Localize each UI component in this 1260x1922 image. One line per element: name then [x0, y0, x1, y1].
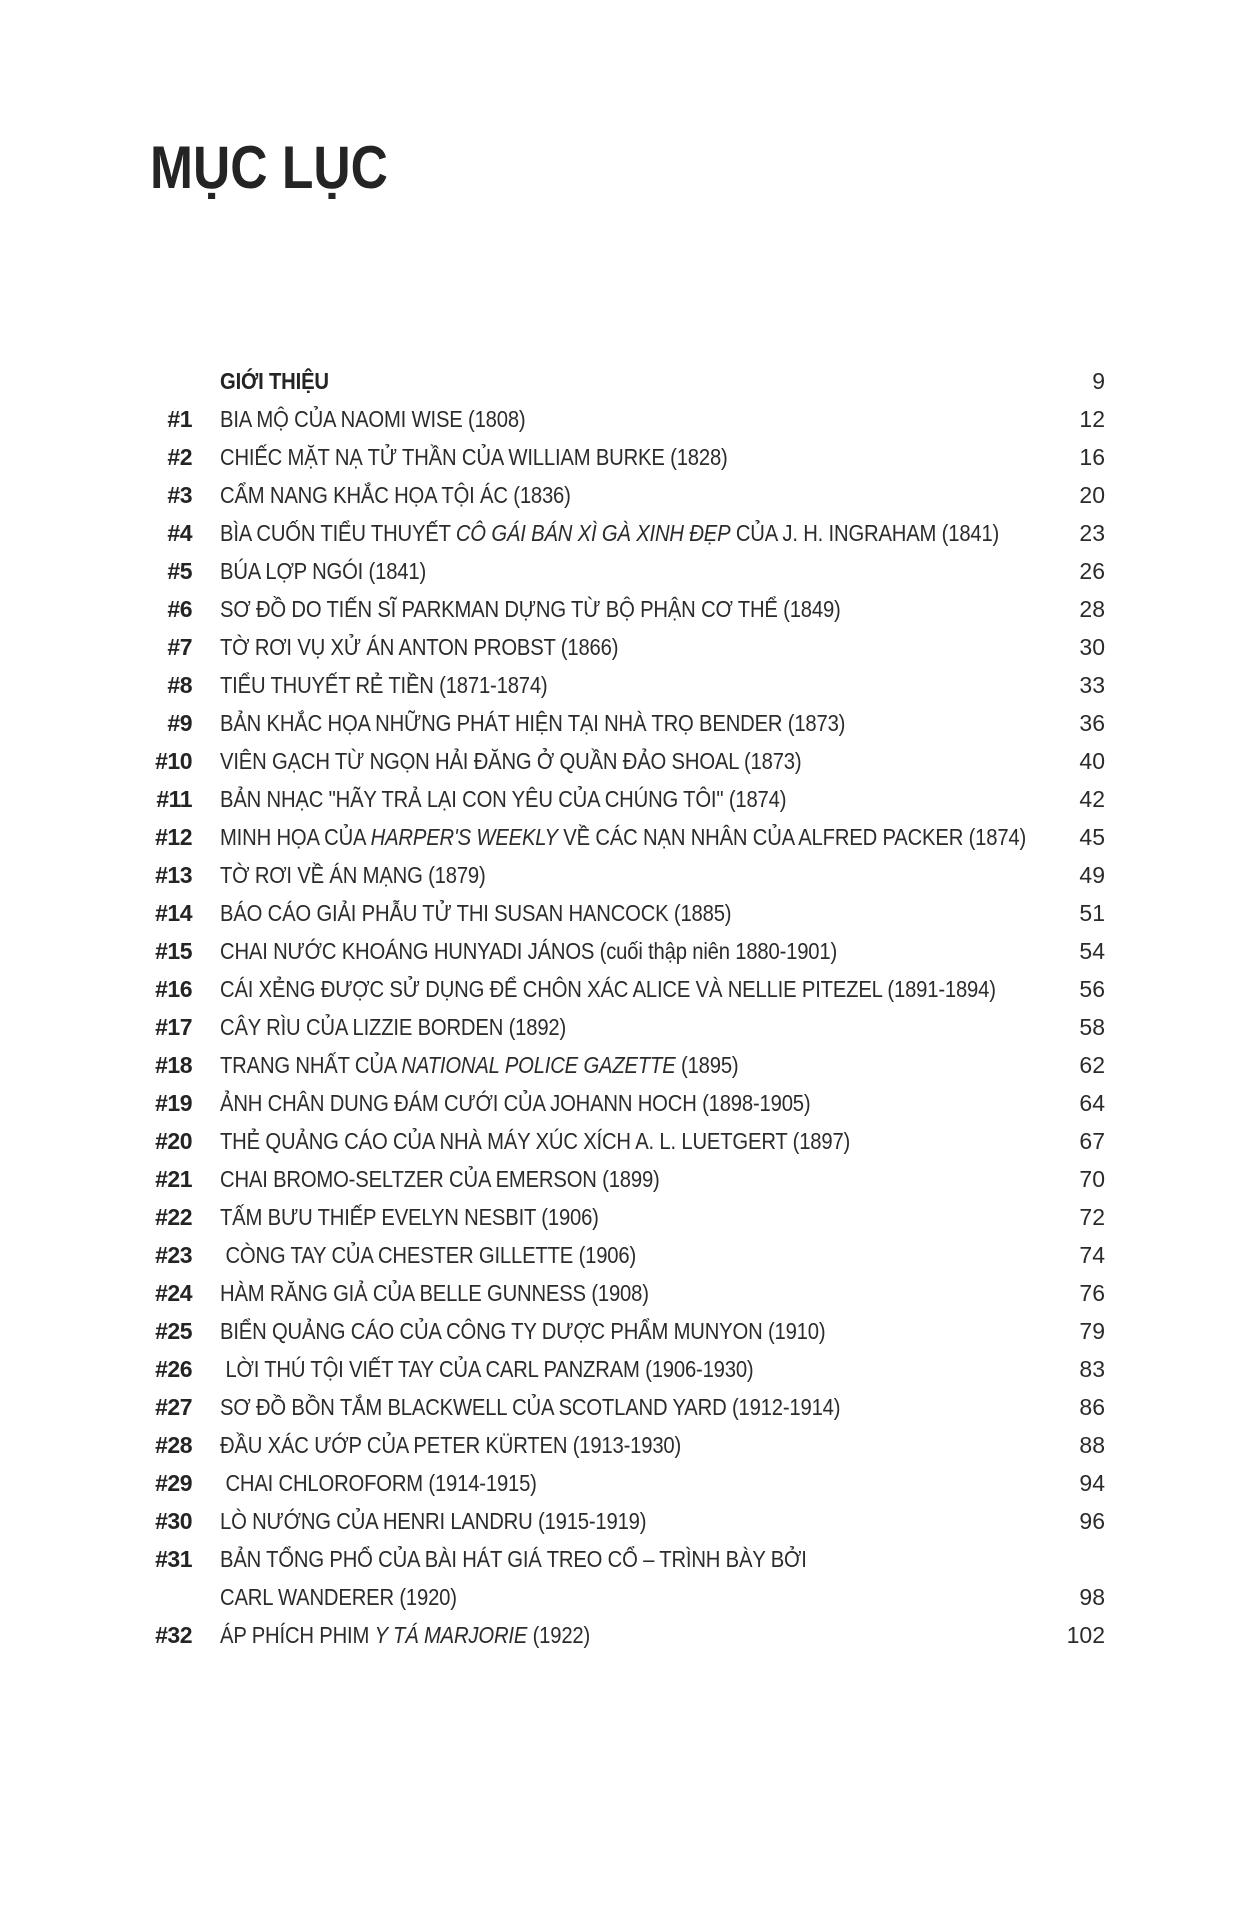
toc-entry-title-text — [220, 1084, 810, 1122]
title-segment: CHAI NƯỚC KHOÁNG HUNYADI JÁNOS (cuối thập niên 1880-1901) — [220, 938, 838, 964]
toc-entry-title — [220, 1540, 1025, 1616]
title-segment: SƠ ĐỒ DO TIẾN SĨ PARKMAN DỰNG TỪ BỘ PHẬN CƠ THỂ (1849) — [220, 596, 841, 622]
page-title-text: MỤC LỤC — [150, 134, 388, 201]
toc-entry-page: 79 — [1079, 1318, 1105, 1344]
toc-entry-title — [220, 780, 1025, 818]
title-segment-italic: CÔ GÁI BÁN XÌ GÀ XINH ĐẸP — [455, 520, 731, 546]
toc-entry-title — [220, 1160, 1025, 1198]
toc-entry-title-line — [220, 1274, 1025, 1312]
title-segment: BÚA LỢP NGÓI (1841) — [220, 558, 427, 584]
toc-entry-page: 64 — [1079, 1090, 1105, 1116]
toc-row — [120, 856, 1105, 894]
toc-entry-page: 16 — [1079, 444, 1105, 470]
toc-entry-page: 54 — [1079, 938, 1105, 964]
toc-entry-title-text — [220, 552, 426, 590]
toc-row — [120, 552, 1105, 590]
toc-entry-title-text — [220, 1274, 649, 1312]
toc-entry-title-line — [220, 1084, 1025, 1122]
toc-entry-number: #17 — [155, 1014, 192, 1040]
toc-entry-title — [220, 628, 1025, 666]
toc-entry-title — [220, 666, 1025, 704]
title-segment: BIỂN QUẢNG CÁO CỦA CÔNG TY DƯỢC PHẨM MUNYON (1910) — [220, 1318, 826, 1344]
toc-entry-title-text — [220, 666, 547, 704]
title-segment: (1895) — [675, 1052, 739, 1078]
toc-entry-title-text — [220, 1426, 681, 1464]
toc-row — [120, 628, 1105, 666]
toc-entry-title-text — [220, 628, 618, 666]
toc-entry-page: 76 — [1079, 1280, 1105, 1306]
toc-row — [120, 1426, 1105, 1464]
toc-entry-title-line — [220, 1502, 1025, 1540]
toc-row — [120, 1616, 1105, 1654]
toc-entry-title-text — [220, 704, 845, 742]
toc-entry-number: #18 — [155, 1052, 192, 1078]
toc-entry-page: 102 — [1066, 1622, 1105, 1648]
toc-entry-number: #21 — [155, 1166, 192, 1192]
toc-entry-page: 62 — [1079, 1052, 1105, 1078]
toc-entry-title-line — [220, 742, 1025, 780]
title-segment: BẢN TỔNG PHỔ CỦA BÀI HÁT GIÁ TREO CỔ – TRÌNH BÀY BỞI — [220, 1546, 807, 1572]
toc-entry-page: 28 — [1079, 596, 1105, 622]
toc-entry-title-line — [220, 438, 1025, 476]
toc-row — [120, 362, 1105, 400]
toc-entry-title — [220, 476, 1025, 514]
toc-entry-title — [220, 552, 1025, 590]
toc-entry-title-text — [220, 1312, 825, 1350]
toc-entry-title-line — [220, 780, 1025, 818]
toc-entry-number: #26 — [155, 1356, 192, 1382]
toc-entry-page: 72 — [1079, 1204, 1105, 1230]
toc-entry-title — [220, 400, 1025, 438]
toc-entry-title-text — [220, 400, 525, 438]
toc-entry-title — [220, 1388, 1025, 1426]
title-segment: VỀ CÁC NẠN NHÂN CỦA ALFRED PACKER (1874) — [557, 824, 1027, 850]
toc-entry-title-line — [220, 1046, 1025, 1084]
title-segment: HÀM RĂNG GIẢ CỦA BELLE GUNNESS (1908) — [220, 1280, 649, 1306]
toc-row — [120, 590, 1105, 628]
toc-entry-number: #22 — [155, 1204, 192, 1230]
title-segment: VIÊN GẠCH TỪ NGỌN HẢI ĐĂNG Ở QUẦN ĐẢO SHOAL (1873) — [220, 748, 802, 774]
toc-entry-title-text — [220, 1198, 599, 1236]
toc-entry-title-text — [220, 362, 329, 400]
title-segment: TỜ RƠI VỀ ÁN MẠNG (1879) — [220, 862, 486, 888]
title-segment: CÂY RÌU CỦA LIZZIE BORDEN (1892) — [220, 1014, 567, 1040]
toc-entry-page: 88 — [1079, 1432, 1105, 1458]
toc-entry-title — [220, 1426, 1025, 1464]
toc-entry-page: 20 — [1079, 482, 1105, 508]
toc-entry-page: 98 — [1079, 1584, 1105, 1610]
toc-row — [120, 1350, 1105, 1388]
toc-entry-number: #14 — [155, 900, 192, 926]
toc-entry-number: #13 — [155, 862, 192, 888]
toc-list — [120, 362, 1105, 1654]
toc-entry-title-line — [220, 666, 1025, 704]
toc-entry-title-text — [220, 1464, 537, 1502]
toc-entry-page: 86 — [1079, 1394, 1105, 1420]
toc-row — [120, 704, 1105, 742]
toc-entry-title — [220, 1274, 1025, 1312]
toc-row — [120, 1502, 1105, 1540]
title-segment: BẢN NHẠC "HÃY TRẢ LẠI CON YÊU CỦA CHÚNG TÔI" (1874) — [220, 786, 787, 812]
toc-row — [120, 742, 1105, 780]
toc-entry-title-text — [220, 1350, 753, 1388]
toc-entry-title-line — [220, 1464, 1025, 1502]
toc-entry-title — [220, 1008, 1025, 1046]
toc-entry-title-line — [220, 1578, 1025, 1616]
toc-entry-page: 30 — [1079, 634, 1105, 660]
toc-entry-number: #4 — [167, 520, 192, 546]
toc-entry-title-line — [220, 1160, 1025, 1198]
toc-entry-page: 67 — [1079, 1128, 1105, 1154]
toc-entry-page: 36 — [1079, 710, 1105, 736]
toc-entry-page: 45 — [1079, 824, 1105, 850]
toc-entry-number: #27 — [155, 1394, 192, 1420]
toc-entry-title-line — [220, 1122, 1025, 1160]
toc-entry-title-text — [220, 1160, 660, 1198]
toc-entry-number: #20 — [155, 1128, 192, 1154]
toc-entry-title — [220, 1046, 1025, 1084]
toc-entry-title — [220, 856, 1025, 894]
toc-entry-title-text — [220, 1236, 636, 1274]
toc-row — [120, 932, 1105, 970]
toc-entry-title — [220, 1464, 1025, 1502]
toc-row — [120, 400, 1105, 438]
toc-entry-number: #10 — [155, 748, 192, 774]
title-segment: CHAI BROMO-SELTZER CỦA EMERSON (1899) — [220, 1166, 660, 1192]
toc-entry-number: #1 — [167, 406, 192, 432]
toc-entry-number: #8 — [167, 672, 192, 698]
toc-entry-title-text — [220, 1008, 566, 1046]
toc-row — [120, 780, 1105, 818]
title-segment: BIA MỘ CỦA NAOMI WISE (1808) — [220, 406, 526, 432]
toc-entry-title-line — [220, 1198, 1025, 1236]
title-segment: TỜ RƠI VỤ XỬ ÁN ANTON PROBST (1866) — [220, 634, 619, 660]
toc-entry-title-text — [220, 1616, 590, 1654]
toc-entry-title-line — [220, 894, 1025, 932]
toc-row — [120, 476, 1105, 514]
toc-entry-title — [220, 514, 1025, 552]
title-segment: TRANG NHẤT CỦA — [220, 1052, 402, 1078]
toc-entry-page: 9 — [1092, 368, 1105, 394]
toc-entry-title — [220, 438, 1025, 476]
toc-entry-title-line — [220, 970, 1025, 1008]
toc-entry-title-line — [220, 1312, 1025, 1350]
title-segment: LỜI THÚ TỘI VIẾT TAY CỦA CARL PANZRAM (1906-1930) — [220, 1356, 754, 1382]
toc-entry-number: #12 — [155, 824, 192, 850]
toc-entry-title-line — [220, 1350, 1025, 1388]
toc-entry-number: #7 — [167, 634, 192, 660]
toc-row — [120, 1084, 1105, 1122]
toc-entry-page: 12 — [1079, 406, 1105, 432]
toc-row — [120, 1540, 1105, 1616]
title-segment: TẤM BƯU THIẾP EVELYN NESBIT (1906) — [220, 1204, 599, 1230]
title-segment-italic: HARPER'S WEEKLY — [370, 824, 558, 850]
toc-row — [120, 438, 1105, 476]
toc-entry-title-line — [220, 1540, 1025, 1578]
toc-row — [120, 1236, 1105, 1274]
toc-entry-title-text — [220, 1540, 807, 1578]
toc-entry-title-line — [220, 476, 1025, 514]
toc-entry-title — [220, 1084, 1025, 1122]
toc-entry-number: #29 — [155, 1470, 192, 1496]
toc-entry-page: 94 — [1079, 1470, 1105, 1496]
toc-entry-title — [220, 970, 1025, 1008]
toc-entry-number: #30 — [155, 1508, 192, 1534]
title-segment: CHAI CHLOROFORM (1914-1915) — [220, 1470, 537, 1496]
toc-entry-number: #9 — [167, 710, 192, 736]
toc-entry-title-line — [220, 1236, 1025, 1274]
title-segment: THẺ QUẢNG CÁO CỦA NHÀ MÁY XÚC XÍCH A. L. LUETGERT (1897) — [220, 1128, 851, 1154]
toc-entry-title-text — [220, 780, 786, 818]
toc-entry-page: 33 — [1079, 672, 1105, 698]
toc-entry-title-text — [220, 1578, 457, 1616]
toc-entry-page: 42 — [1079, 786, 1105, 812]
toc-entry-title-text — [220, 1046, 738, 1084]
toc-entry-title-text — [220, 1502, 646, 1540]
toc-entry-title — [220, 590, 1025, 628]
toc-entry-number: #3 — [167, 482, 192, 508]
toc-row — [120, 666, 1105, 704]
toc-entry-title — [220, 742, 1025, 780]
toc-entry-title-text — [220, 894, 731, 932]
toc-entry-title-text — [220, 1122, 850, 1160]
toc-row — [120, 1122, 1105, 1160]
toc-row — [120, 1008, 1105, 1046]
toc-row — [120, 1160, 1105, 1198]
title-segment: TIỂU THUYẾT RẺ TIỀN (1871-1874) — [220, 672, 548, 698]
toc-entry-title-line — [220, 400, 1025, 438]
toc-entry-page: 40 — [1079, 748, 1105, 774]
toc-entry-title-text — [220, 438, 728, 476]
toc-entry-title-line — [220, 590, 1025, 628]
title-segment: ĐẦU XÁC ƯỚP CỦA PETER KÜRTEN (1913-1930) — [220, 1432, 682, 1458]
toc-entry-page: 58 — [1079, 1014, 1105, 1040]
toc-entry-number: #11 — [156, 786, 192, 812]
title-segment: LÒ NƯỚNG CỦA HENRI LANDRU (1915-1919) — [220, 1508, 647, 1534]
toc-entry-title — [220, 818, 1025, 856]
toc-row — [120, 514, 1105, 552]
title-segment: ÁP PHÍCH PHIM — [220, 1622, 375, 1648]
toc-entry-title-text — [220, 932, 837, 970]
title-segment: BÌA CUỐN TIỂU THUYẾT — [220, 520, 456, 546]
title-segment: (1922) — [527, 1622, 591, 1648]
toc-entry-title — [220, 1122, 1025, 1160]
title-segment: ẢNH CHÂN DUNG ĐÁM CƯỚI CỦA JOHANN HOCH (1898-1905) — [220, 1090, 811, 1116]
toc-row — [120, 1274, 1105, 1312]
toc-entry-page: 96 — [1079, 1508, 1105, 1534]
toc-entry-title-line — [220, 704, 1025, 742]
toc-entry-title — [220, 362, 1025, 400]
title-segment: CHIẾC MẶT NẠ TỬ THẦN CỦA WILLIAM BURKE (1828) — [220, 444, 728, 470]
toc-entry-title-text — [220, 856, 486, 894]
title-segment: CÒNG TAY CỦA CHESTER GILLETTE (1906) — [220, 1242, 637, 1268]
toc-entry-number: #5 — [167, 558, 192, 584]
toc-entry-title — [220, 1198, 1025, 1236]
toc-entry-title — [220, 1312, 1025, 1350]
toc-entry-title-text — [220, 1388, 840, 1426]
toc-entry-number: #6 — [167, 596, 192, 622]
toc-entry-title-line — [220, 1426, 1025, 1464]
toc-row — [120, 970, 1105, 1008]
toc-entry-number: #28 — [155, 1432, 192, 1458]
toc-entry-page: 23 — [1079, 520, 1105, 546]
toc-entry-number: #19 — [155, 1090, 192, 1116]
toc-row — [120, 1046, 1105, 1084]
toc-row — [120, 1464, 1105, 1502]
toc-entry-number: #16 — [155, 976, 192, 1002]
title-segment: BẢN KHẮC HỌA NHỮNG PHÁT HIỆN TẠI NHÀ TRỌ BENDER (1873) — [220, 710, 846, 736]
toc-entry-page: 49 — [1079, 862, 1105, 888]
toc-entry-number: #31 — [155, 1546, 192, 1572]
title-segment: CÁI XẺNG ĐƯỢC SỬ DỤNG ĐỂ CHÔN XÁC ALICE VÀ NELLIE PITEZEL (1891-1894) — [220, 976, 996, 1002]
toc-entry-title-text — [220, 476, 571, 514]
toc-row — [120, 818, 1105, 856]
toc-entry-title — [220, 894, 1025, 932]
toc-entry-title-text — [220, 818, 1026, 856]
toc-entry-title-line — [220, 514, 1025, 552]
toc-entry-title-text — [220, 742, 801, 780]
title-segment-italic: NATIONAL POLICE GAZETTE — [401, 1052, 676, 1078]
title-segment: BÁO CÁO GIẢI PHẪU TỬ THI SUSAN HANCOCK (1885) — [220, 900, 732, 926]
toc-entry-page: 56 — [1079, 976, 1105, 1002]
toc-entry-title-line — [220, 628, 1025, 666]
toc-entry-title — [220, 932, 1025, 970]
toc-entry-number: #2 — [167, 444, 192, 470]
toc-entry-number: #25 — [155, 1318, 192, 1344]
toc-entry-number: #24 — [155, 1280, 192, 1306]
toc-entry-title-text — [220, 970, 996, 1008]
page-title — [150, 134, 427, 201]
toc-row — [120, 1312, 1105, 1350]
title-segment: CỦA J. H. INGRAHAM (1841) — [730, 520, 1000, 546]
title-segment-italic: Y TÁ MARJORIE — [374, 1622, 528, 1648]
toc-entry-title-line — [220, 1616, 1025, 1654]
toc-entry-title-line — [220, 818, 1025, 856]
toc-entry-title-line — [220, 932, 1025, 970]
toc-entry-title-line — [220, 856, 1025, 894]
toc-entry-number: #32 — [155, 1622, 192, 1648]
toc-entry-number: #15 — [155, 938, 192, 964]
toc-entry-title — [220, 1502, 1025, 1540]
toc-entry-title — [220, 704, 1025, 742]
toc-entry-page: 70 — [1079, 1166, 1105, 1192]
toc-entry-page: 83 — [1079, 1356, 1105, 1382]
title-segment: CẨM NANG KHẮC HỌA TỘI ÁC (1836) — [220, 482, 571, 508]
toc-entry-title-line — [220, 1008, 1025, 1046]
toc-row — [120, 1198, 1105, 1236]
title-segment: MINH HỌA CỦA — [220, 824, 371, 850]
toc-entry-title-text — [220, 514, 999, 552]
toc-entry-title — [220, 1350, 1025, 1388]
toc-entry-number: #23 — [155, 1242, 192, 1268]
title-segment: CARL WANDERER (1920) — [220, 1584, 457, 1610]
toc-entry-title — [220, 1236, 1025, 1274]
toc-entry-title — [220, 1616, 1025, 1654]
toc-entry-title-line — [220, 362, 1025, 400]
toc-entry-page: 74 — [1079, 1242, 1105, 1268]
toc-entry-title-line — [220, 1388, 1025, 1426]
toc-row — [120, 1388, 1105, 1426]
title-segment: SƠ ĐỒ BỒN TẮM BLACKWELL CỦA SCOTLAND YARD (1912-1914) — [220, 1394, 841, 1420]
toc-entry-title-line — [220, 552, 1025, 590]
toc-row — [120, 894, 1105, 932]
toc-entry-page: 26 — [1079, 558, 1105, 584]
toc-entry-page: 51 — [1079, 900, 1105, 926]
toc-entry-title-text — [220, 590, 841, 628]
title-segment: GIỚI THIỆU — [220, 368, 329, 394]
